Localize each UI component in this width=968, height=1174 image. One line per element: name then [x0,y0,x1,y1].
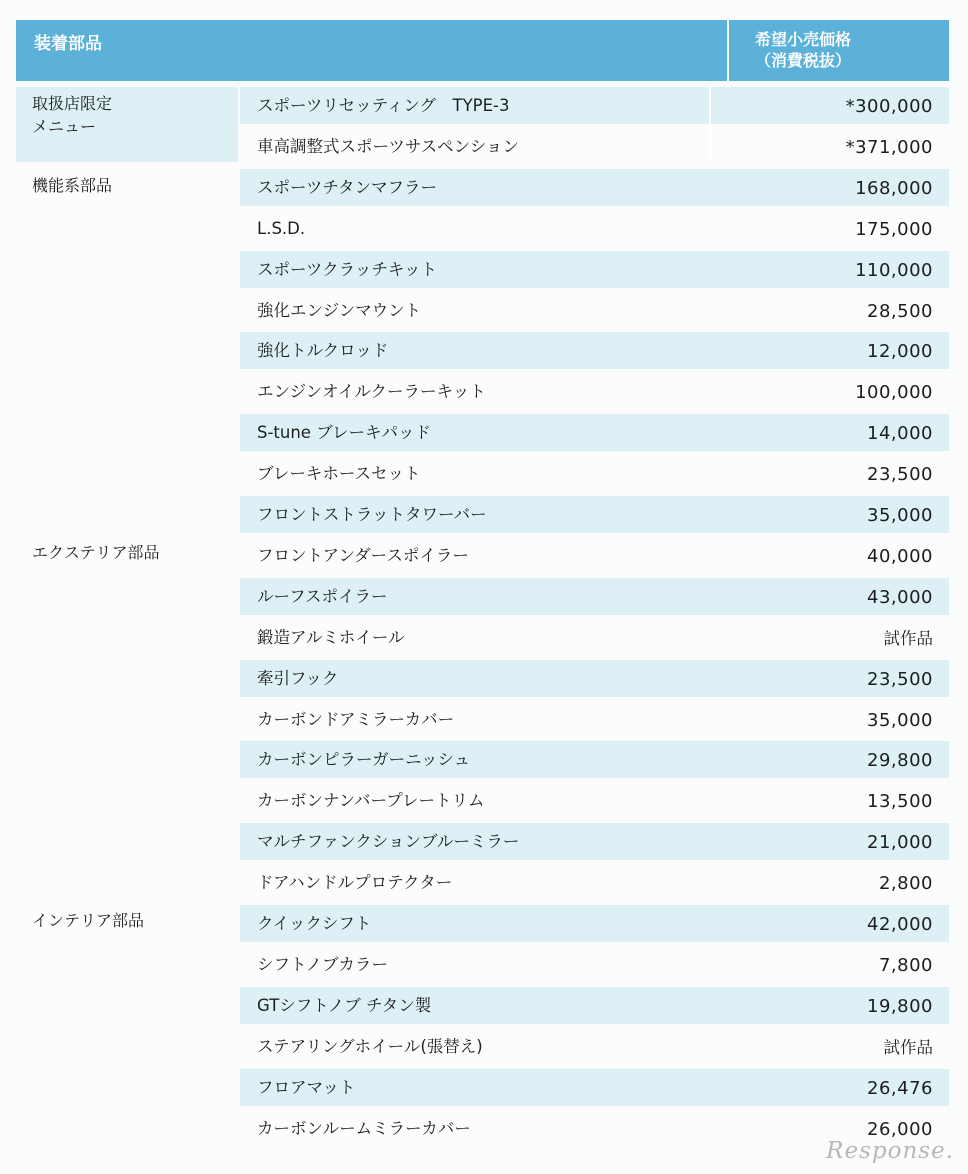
part-name: カーボンドアミラーカバー [257,709,455,729]
part-name: フロントアンダースポイラー [257,545,469,565]
part-price: 13,500 [867,791,933,813]
table-row [240,782,949,819]
part-name: ブレーキホースセット [257,464,421,484]
table-header [16,20,949,81]
table-row [240,210,949,247]
part-name: カーボンナンバープレートリム [257,791,485,811]
table-row [240,660,949,697]
part-price: 28,500 [867,300,933,322]
table-row [240,414,949,451]
price-header-line1: 希望小売価格 [755,30,852,49]
part-price: 42,000 [867,914,933,935]
part-name: カーボンルームミラーカバー [257,1118,471,1138]
part-price: 14,000 [867,423,933,445]
table-row [240,578,949,615]
part-price: 35,000 [867,505,933,526]
part-name: ルーフスポイラー [257,586,388,606]
category-exterior-parts: エクステリア部品 [32,543,160,562]
part-price: 19,800 [867,995,933,1017]
table-row [240,169,949,206]
part-name: クイックシフト [257,914,372,933]
table-row [240,537,949,574]
table-row [240,701,949,738]
part-price: 21,000 [867,832,933,854]
table-row [240,619,949,656]
table-row [240,946,949,983]
part-price: 168,000 [855,177,933,199]
price-header-line2: （消費税抜） [755,51,852,70]
table-row [240,332,949,369]
part-price: 29,800 [867,750,933,772]
part-name: スポーツチタンマフラー [257,177,438,197]
part-name: フロアマット [257,1077,356,1097]
table-row [240,987,949,1024]
table-row [240,496,949,533]
category-label-line2: メニュー [32,117,97,136]
part-name: エンジンオイルクーラーキット [257,382,486,402]
part-price: 43,000 [867,586,933,608]
part-price: 試作品 [883,628,933,648]
part-name: 牽引フック [257,668,339,688]
price-column-divider [709,87,711,162]
table-row [240,741,949,778]
category-label-line1: 取扱店限定 [32,94,113,113]
table-row [240,373,949,410]
part-price: 26,476 [867,1077,933,1099]
part-price: 2,800 [878,873,933,895]
table-row [240,251,949,288]
part-price: *371,000 [845,136,933,158]
part-price: 100,000 [855,382,933,404]
part-name: ドアハンドルプロテクター [257,873,453,893]
part-price: 23,500 [867,668,933,690]
parts-column-header: 装着部品 [34,34,102,54]
table-row [240,1069,949,1106]
part-name: 強化トルクロッド [257,341,389,361]
table-row [240,128,949,165]
table-row [240,1028,949,1065]
table-row [240,864,949,901]
watermark-logo: Response. [826,1138,954,1164]
part-name: ステアリングホイール(張替え) [257,1036,483,1056]
table-row [240,905,949,942]
category-interior-parts: インテリア部品 [32,911,145,930]
part-name: 鍛造アルミホイール [257,627,405,647]
part-name: スポーツクラッチキット [257,259,438,279]
part-price: 110,000 [855,259,933,281]
part-price: 175,000 [855,218,933,240]
part-name: カーボンピラーガーニッシュ [257,750,471,770]
part-price: 23,500 [867,464,933,486]
part-price: 40,000 [867,545,933,567]
part-name: マルチファンクションブルーミラー [257,832,520,852]
part-name: フロントストラットタワーバー [257,505,487,524]
part-price: 7,800 [878,954,933,976]
table-row [240,455,949,492]
part-name: スポーツリセッティング TYPE-3 [257,96,510,115]
part-price: 試作品 [883,1037,933,1057]
part-price: *300,000 [845,96,933,117]
part-name: シフトノブカラー [257,954,388,974]
part-price: 35,000 [867,709,933,731]
part-name: L.S.D. [257,218,306,238]
table-row [240,292,949,329]
category-functional-parts: 機能系部品 [32,176,113,195]
part-price: 12,000 [867,341,933,363]
part-name: 車高調整式スポーツサスペンション [257,136,519,156]
part-name: S-tune ブレーキパッド [257,423,432,443]
part-name: GTシフトノブ チタン製 [257,995,432,1015]
part-price: 26,000 [867,1118,933,1140]
part-name: 強化エンジンマウント [257,300,422,320]
table-row [240,823,949,860]
table-row [240,87,949,124]
price-column-header [727,20,949,81]
category-dealer-menu [32,92,112,138]
